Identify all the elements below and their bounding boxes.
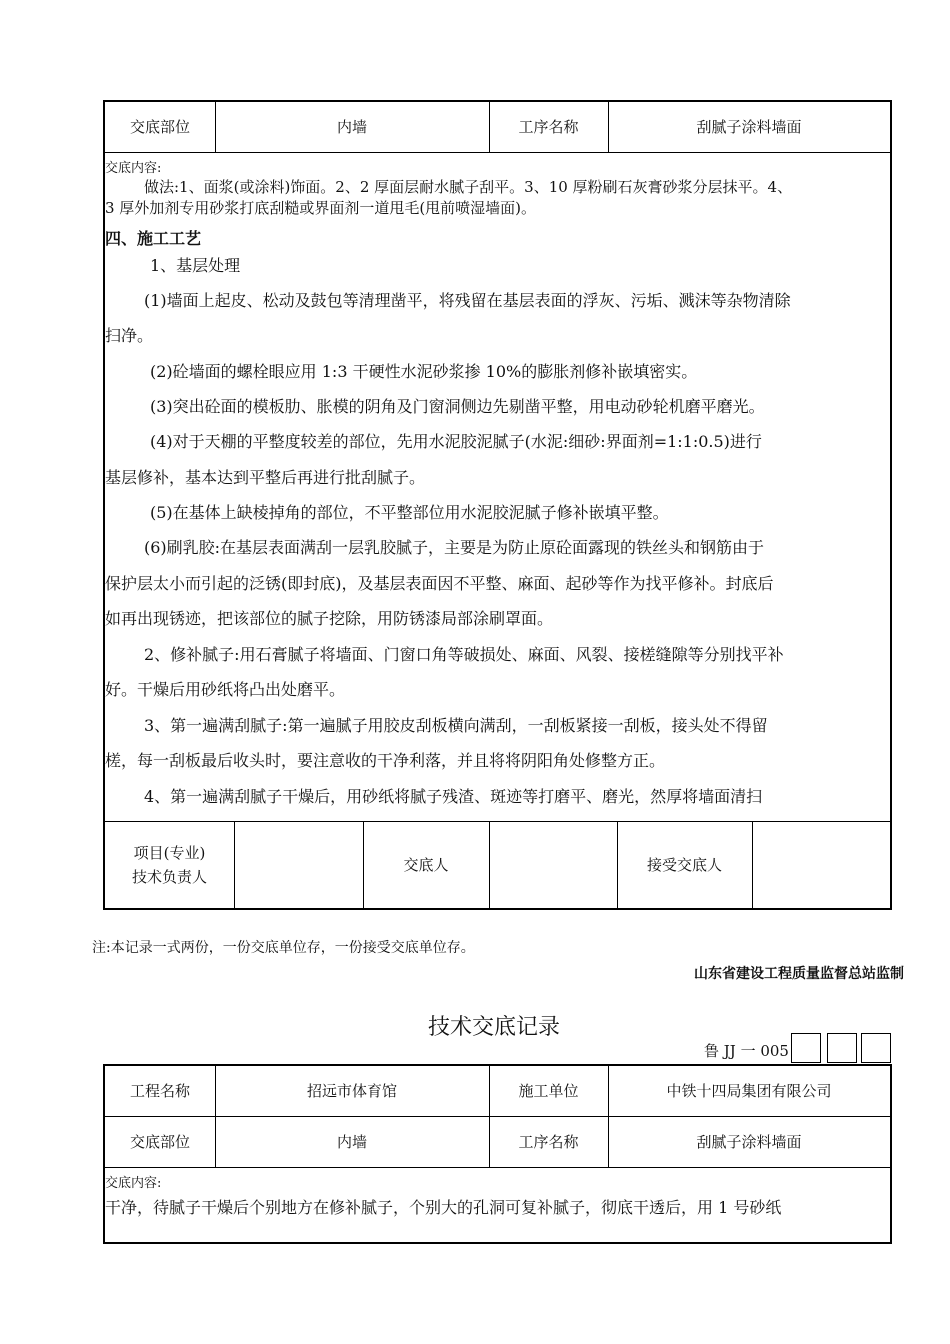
col-divider [489,821,490,908]
disclosure-part-label: 交底部位 [129,118,190,136]
content-line-15: 2、修补腻子:用石膏腻子将墙面、门窗口角等破损处、麻面、风裂、接槎缝隙等分别找平补 [144,645,784,664]
content-line-10: 基层修补，基本达到平整后再进行批刮腻子。 [105,468,426,487]
content-line-11: (5)在基体上缺棱掉角的部位，不平整部位用水泥胶泥腻子修补嵌填平整。 [150,503,669,522]
content-line-9: (4)对于天棚的平整度较差的部位，先用水泥胶泥腻子(水泥:细砂:界面剂=1:1:0.5)进行 [150,432,762,451]
content-line-12: (6)刷乳胶:在基层表面满刮一层乳胶腻子，主要是为防止原砼面露现的铁丝头和钢筋由于 [144,538,765,557]
content-line-2: 3 厚外加剂专用砂浆打底刮糙或界面剂一道甩毛(甩前喷湿墙面)。 [105,199,537,217]
content-line-4: 1、基层处理 [150,256,241,275]
content-line-13: 保护层太小而引起的泛锈(即封底)，及基层表面因不平整、麻面、起砂等作为找平修补。封底后 [105,574,774,593]
content-label-2: 交底内容: [105,1176,162,1191]
tech-lead-label-line1: 项目(专业) [133,843,206,862]
col-divider [234,821,235,908]
content-line-19: 4、第一遍满刮腻子干燥后，用砂纸将腻子残渣、斑迹等打磨平、磨光，然厚将墙面清扫 [144,787,763,806]
content-line-16: 好。干燥后用砂纸将凸出处磨平。 [105,680,346,699]
disclosure-part-value: 内墙 [336,1133,367,1151]
section-heading: 四、施工工艺 [105,229,202,248]
project-name-label: 工程名称 [129,1082,190,1100]
row-divider [105,1167,890,1168]
process-name-label: 工序名称 [518,1133,579,1151]
col-divider [752,821,753,908]
code-box [827,1033,857,1063]
process-name-label: 工序名称 [518,118,579,136]
footnote: 注:本记录一式两份，一份交底单位存，一份接受交底单位存。 [92,940,475,956]
process-name-value: 刮腻子涂料墙面 [696,1133,802,1151]
page-title: 技术交底记录 [428,1015,561,1040]
tech-lead-label-line2: 技术负责人 [131,867,207,886]
discloser-label: 交底人 [403,855,449,874]
form-code: 鲁 JJ 一 005 [704,1042,789,1060]
tech-lead-label [105,821,234,908]
disclosure-part-label: 交底部位 [129,1133,190,1151]
content-line-5: (1)墙面上起皮、松动及鼓包等清理凿平，将残留在基层表面的浮灰、污垢、溅沫等杂物清除 [144,291,791,310]
process-name-value: 刮腻子涂料墙面 [696,118,802,136]
project-name-value: 招远市体育馆 [306,1082,397,1100]
construction-unit-label: 施工单位 [518,1082,579,1100]
construction-unit-value: 中铁十四局集团有限公司 [666,1082,832,1100]
code-box [861,1033,891,1063]
disclosure-part-value: 内墙 [336,118,367,136]
content-line-8: (3)突出砼面的模板肋、胀模的阴角及门窗洞侧边先剔凿平整，用电动砂轮机磨平磨光。 [150,397,765,416]
content-line-17: 3、第一遍满刮腻子:第一遍腻子用胶皮刮板横向满刮，一刮板紧接一刮板，接头处不得留 [144,716,768,735]
content-line-7: (2)砼墙面的螺栓眼应用 1:3 干硬性水泥砂浆掺 10%的膨胀剂修补嵌填密实。 [150,362,698,381]
code-boxes [791,1033,891,1063]
content-line-6: 扫净。 [105,326,154,345]
row-divider [105,152,890,153]
code-box [791,1033,821,1063]
supervisor-org: 山东省建设工程质量监督总站监制 [694,966,904,982]
content-line-18: 槎，每一刮板最后收头时，要注意收的干净利落，并且将将阴阳角处修整方正。 [105,751,666,770]
receiver-label: 接受交底人 [646,855,722,874]
content-line-14: 如再出现锈迹，把该部位的腻子挖除，用防锈漆局部涂刷罩面。 [105,609,554,628]
content-label: 交底内容: [105,161,162,176]
content-line-p2-1: 干净，待腻子干燥后个别地方在修补腻子，个别大的孔洞可复补腻子，彻底干透后，用 1 号砂纸 [105,1198,782,1217]
content-line-1: 做法:1、面浆(或涂料)饰面。2、2 厚面层耐水腻子刮平。3、10 厚粉刷石灰膏砂浆分层抹平。4、 [144,178,793,196]
